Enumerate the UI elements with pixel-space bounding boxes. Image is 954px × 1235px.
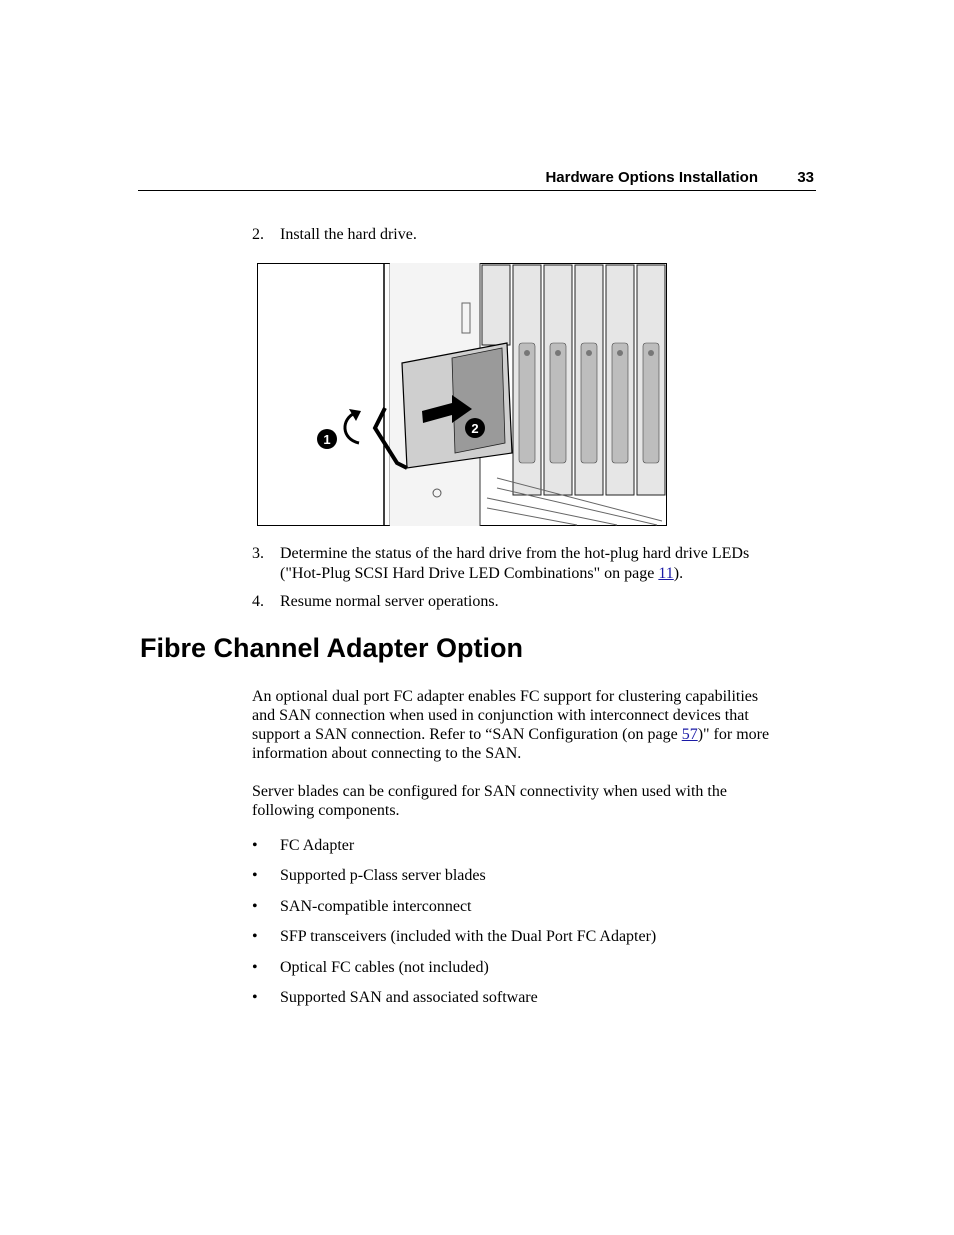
- step-text: Resume normal server operations.: [280, 593, 499, 610]
- paragraph-text: support a SAN connection. Refer to “SAN Configuration (on page: [252, 726, 682, 743]
- section-heading: Fibre Channel Adapter Option: [140, 633, 524, 663]
- list-item-text: Supported SAN and associated software: [280, 988, 538, 1006]
- bullet-icon: •: [252, 897, 258, 915]
- paragraph-2: [252, 782, 727, 820]
- paragraph-line: Server blades can be configured for SAN connectivity when used with the: [252, 783, 727, 800]
- list-item-text: Supported p-Class server blades: [280, 867, 486, 885]
- bullet-icon: •: [252, 988, 258, 1006]
- hard-drive-illustration: [257, 263, 667, 526]
- step-text: Install the hard drive.: [280, 226, 417, 243]
- step-text-prefix: ("Hot-Plug SCSI Hard Drive LED Combinations" on page: [280, 565, 659, 582]
- paragraph-line: and SAN connection when used in conjunction with interconnect devices that: [252, 707, 749, 724]
- running-header: [138, 166, 816, 191]
- bullet-icon: •: [252, 867, 258, 885]
- paragraph-line: An optional dual port FC adapter enables FC support for clustering capabilities: [252, 688, 759, 705]
- page-number: 33: [797, 169, 814, 186]
- list-item-text: SAN-compatible interconnect: [280, 897, 472, 915]
- paragraph-line: information about connecting to the SAN.: [252, 745, 522, 762]
- page-link-57[interactable]: 57: [681, 726, 698, 743]
- list-item-text: FC Adapter: [280, 837, 355, 854]
- step-number: 2.: [252, 226, 264, 243]
- paragraph-line: [252, 725, 769, 744]
- list-item-text: SFP transceivers (included with the Dual Port FC Adapter): [280, 928, 657, 946]
- header-section-title: Hardware Options Installation: [545, 169, 758, 186]
- bullet-icon: •: [252, 837, 258, 854]
- page-link-11[interactable]: 11: [658, 565, 674, 582]
- bullet-icon: •: [252, 958, 258, 976]
- step-number: 4.: [252, 593, 264, 610]
- list-item-text: Optical FC cables (not included): [280, 958, 489, 976]
- bullet-icon: •: [252, 928, 258, 946]
- paragraph-1: [252, 687, 769, 763]
- paragraph-line: following components.: [252, 802, 400, 819]
- step-text-suffix: ).: [673, 565, 684, 582]
- step-text-line-1: Determine the status of the hard drive from the hot-plug hard drive LEDs: [280, 545, 750, 562]
- callout-2: 2: [471, 421, 479, 436]
- callout-1: 1: [323, 432, 331, 447]
- paragraph-text: )" for more: [697, 726, 770, 743]
- step-text-line-2: [280, 564, 683, 584]
- hard-drive-install-figure: [257, 263, 667, 526]
- step-number: 3.: [252, 545, 264, 562]
